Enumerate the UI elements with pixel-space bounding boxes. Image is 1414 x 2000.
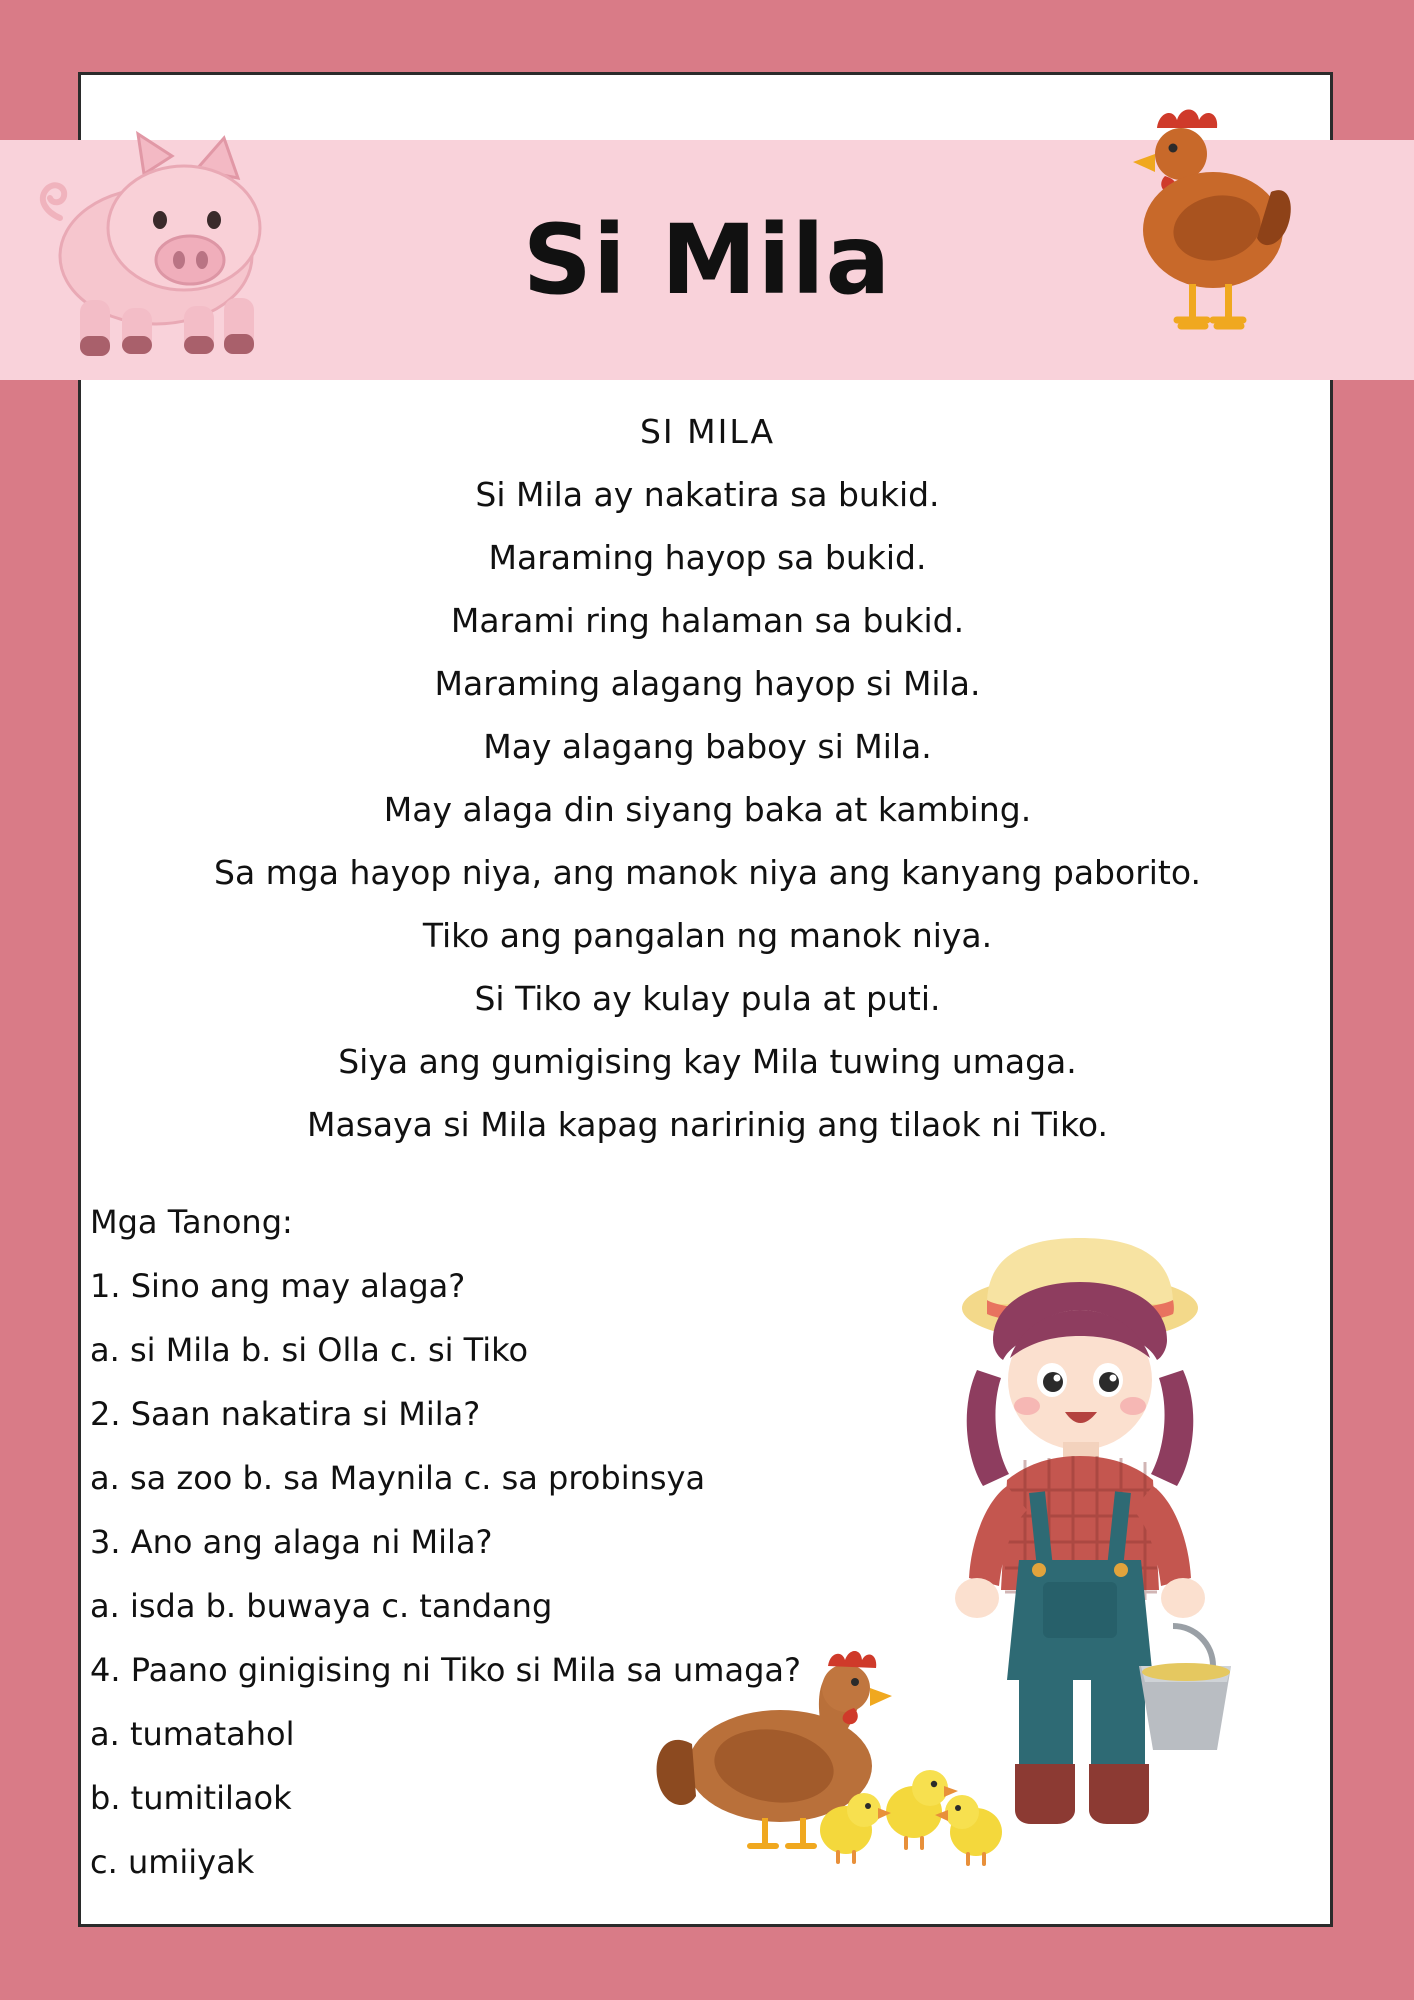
- story-line: Tiko ang pangalan ng manok niya.: [422, 916, 993, 955]
- story-line: Maraming alagang hayop si Mila.: [434, 664, 981, 703]
- hen-with-chicks-illustration: [650, 1640, 1070, 1870]
- question-4-text: 4. Paano ginigising ni Tiko si Mila sa umaga?: [90, 1651, 801, 1689]
- question-1-text: 1. Sino ang may alaga?: [90, 1267, 466, 1305]
- question-2-choices[interactable]: a. sa zoo b. sa Maynila c. sa probinsya: [90, 1459, 706, 1497]
- questions-heading: Mga Tanong:: [90, 1203, 293, 1241]
- story-line: Si Mila ay nakatira sa bukid.: [475, 475, 940, 514]
- story-line: Masaya si Mila kapag naririnig ang tilaok ni Tiko.: [307, 1105, 1108, 1144]
- story-line: Marami ring halaman sa bukid.: [450, 601, 965, 640]
- story-line: Maraming hayop sa bukid.: [488, 538, 927, 577]
- story-block: [100, 400, 1315, 1156]
- question-3-text: 3. Ano ang alaga ni Mila?: [90, 1523, 493, 1561]
- question-4-choice-b[interactable]: b. tumitilaok: [90, 1779, 292, 1817]
- question-3-choices[interactable]: a. isda b. buwaya c. tandang: [90, 1587, 553, 1625]
- story-line: Si Tiko ay kulay pula at puti.: [474, 979, 941, 1018]
- question-2-text: 2. Saan nakatira si Mila?: [90, 1395, 481, 1433]
- page-title: Si Mila: [522, 204, 892, 316]
- story-line: Siya ang gumigising kay Mila tuwing umaga.: [338, 1042, 1077, 1081]
- story-title: SI MILA: [639, 412, 776, 451]
- question-4-choice-a[interactable]: a. tumatahol: [90, 1715, 295, 1753]
- hen-illustration: [1085, 80, 1295, 370]
- story-line: May alaga din siyang baka at kambing.: [383, 790, 1032, 829]
- question-4-choice-c[interactable]: c. umiiyak: [90, 1843, 255, 1881]
- pig-illustration: [18, 78, 278, 368]
- story-line: Sa mga hayop niya, ang manok niya ang kanyang paborito.: [214, 853, 1201, 892]
- question-1-choices[interactable]: a. si Mila b. si Olla c. si Tiko: [90, 1331, 529, 1369]
- story-line: May alagang baboy si Mila.: [483, 727, 932, 766]
